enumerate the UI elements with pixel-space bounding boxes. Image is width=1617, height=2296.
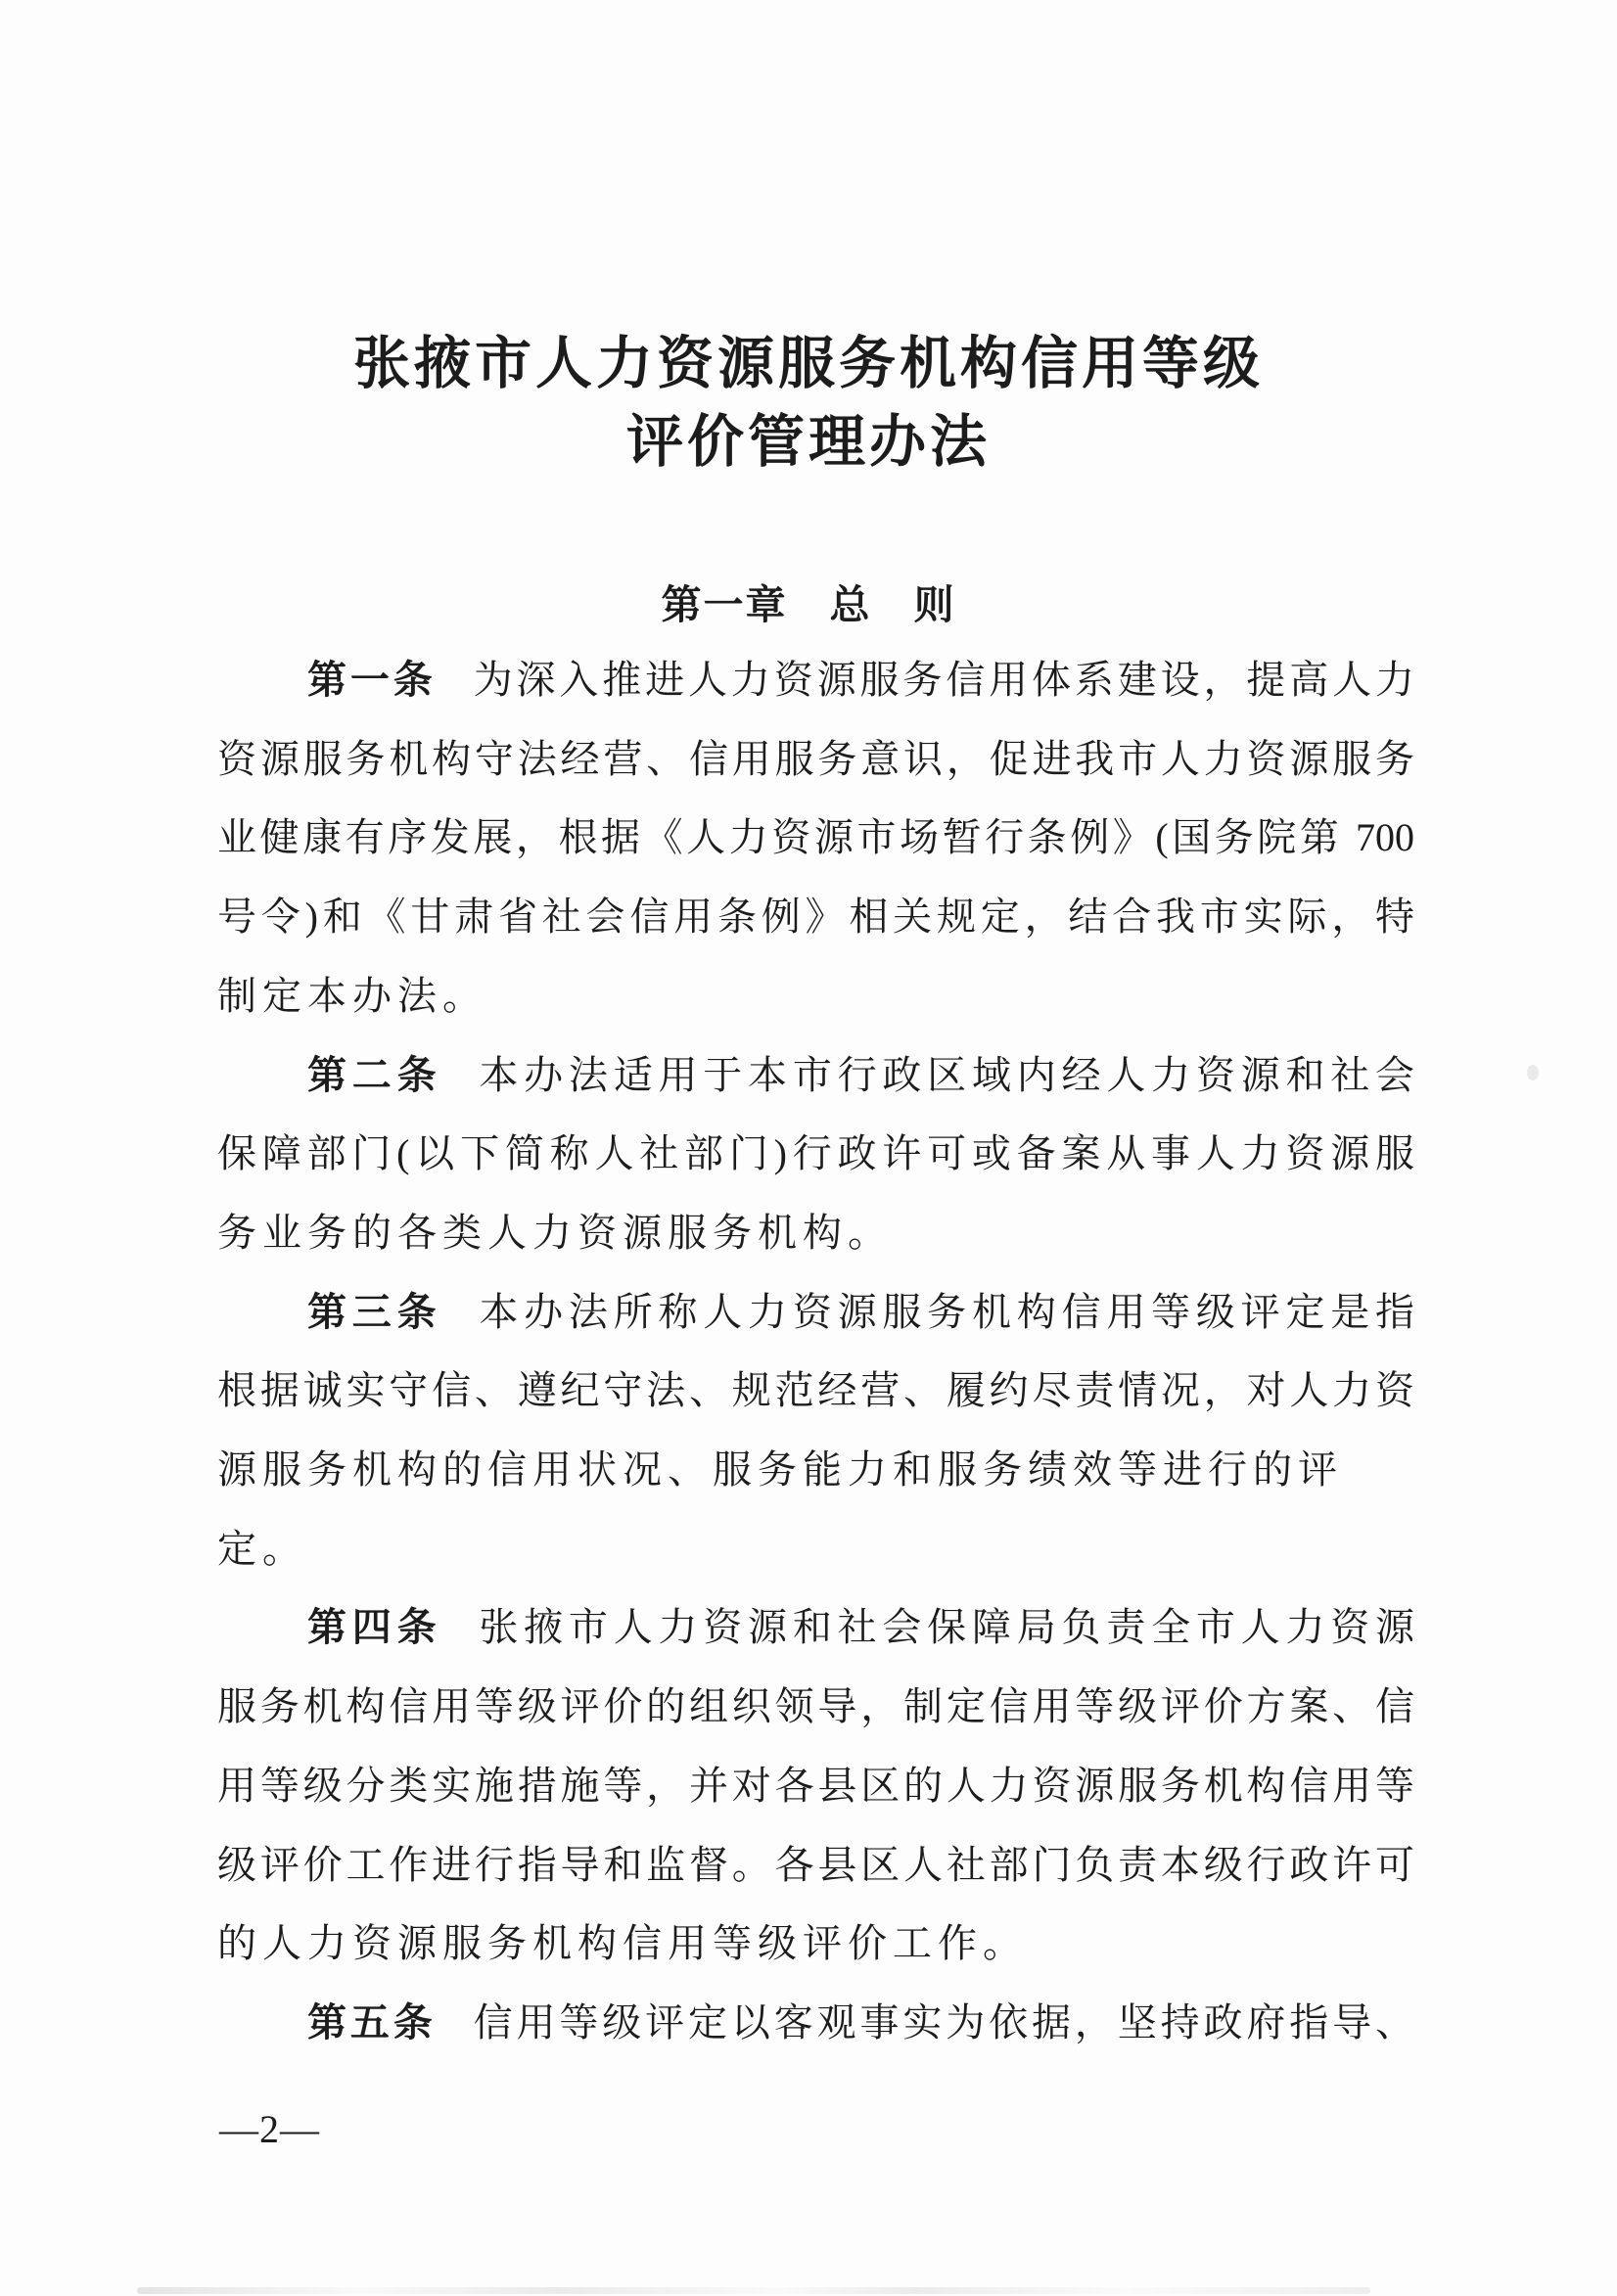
- article-number: 第二条: [307, 1053, 442, 1097]
- scan-artifact-dot: [1527, 1065, 1539, 1080]
- body-line: 第二条 本办法适用于本市行政区域内经人力资源和社会: [307, 1052, 1415, 1097]
- body-line: 级评价工作进行指导和监督。各县区人社部门负责本级行政许可: [217, 1842, 1414, 1887]
- body-line: 资源服务机构守法经营、信用服务意识，促进我市人力资源服务: [217, 736, 1414, 781]
- page-number: —2—: [219, 2107, 320, 2151]
- document-title-line1: 张掖市人力资源服务机构信用等级: [352, 332, 1264, 395]
- document-title-line2: 评价管理办法: [625, 410, 991, 474]
- body-line: 第五条 信用等级评定以客观事实为依据，坚持政府指导、: [307, 1999, 1414, 2044]
- chapter-heading: 第一章 总 则: [661, 582, 956, 627]
- body-line: 务业务的各类人力资源服务机构。: [217, 1210, 893, 1255]
- body-line: 用等级分类实施措施等，并对各县区的人力资源服务机构信用等: [217, 1763, 1414, 1808]
- document-body: [217, 641, 1414, 2063]
- document-title: [0, 325, 1617, 482]
- body-line: 号令)和《甘肃省社会信用条例》相关规定，结合我市实际，特: [217, 895, 1414, 940]
- body-line: 的人力资源服务机构信用等级评价工作。: [217, 1921, 1028, 1966]
- scan-artifact-bottom-smudge: [137, 2287, 1370, 2294]
- article-number: 第一条: [307, 659, 437, 702]
- article-number: 第五条: [307, 2000, 437, 2044]
- body-line: 第一条 为深入推进人力资源服务信用体系建设，提高人力: [307, 658, 1414, 702]
- body-line: 根据诚实守信、遵纪守法、规范经营、履约尽责情况，对人力资: [217, 1368, 1414, 1413]
- article-number: 第三条: [307, 1290, 442, 1334]
- body-line: 服务机构信用等级评价的组织领导，制定信用等级评价方案、信: [217, 1684, 1414, 1729]
- body-line: 业健康有序发展，根据《人力资源市场暂行条例》(国务院第 700: [217, 815, 1414, 860]
- article-number: 第四条: [307, 1606, 442, 1650]
- body-line: 第三条 本办法所称人力资源服务机构信用等级评定是指: [307, 1289, 1415, 1334]
- body-line: 保障部门(以下简称人社部门)行政许可或备案从事人力资源服: [217, 1131, 1414, 1176]
- body-line: 制定本办法。: [217, 973, 487, 1018]
- body-line: 第四条 张掖市人力资源和社会保障局负责全市人力资源: [307, 1605, 1415, 1650]
- body-line: 源服务机构的信用状况、服务能力和服务绩效等进行的评定。: [217, 1447, 1343, 1571]
